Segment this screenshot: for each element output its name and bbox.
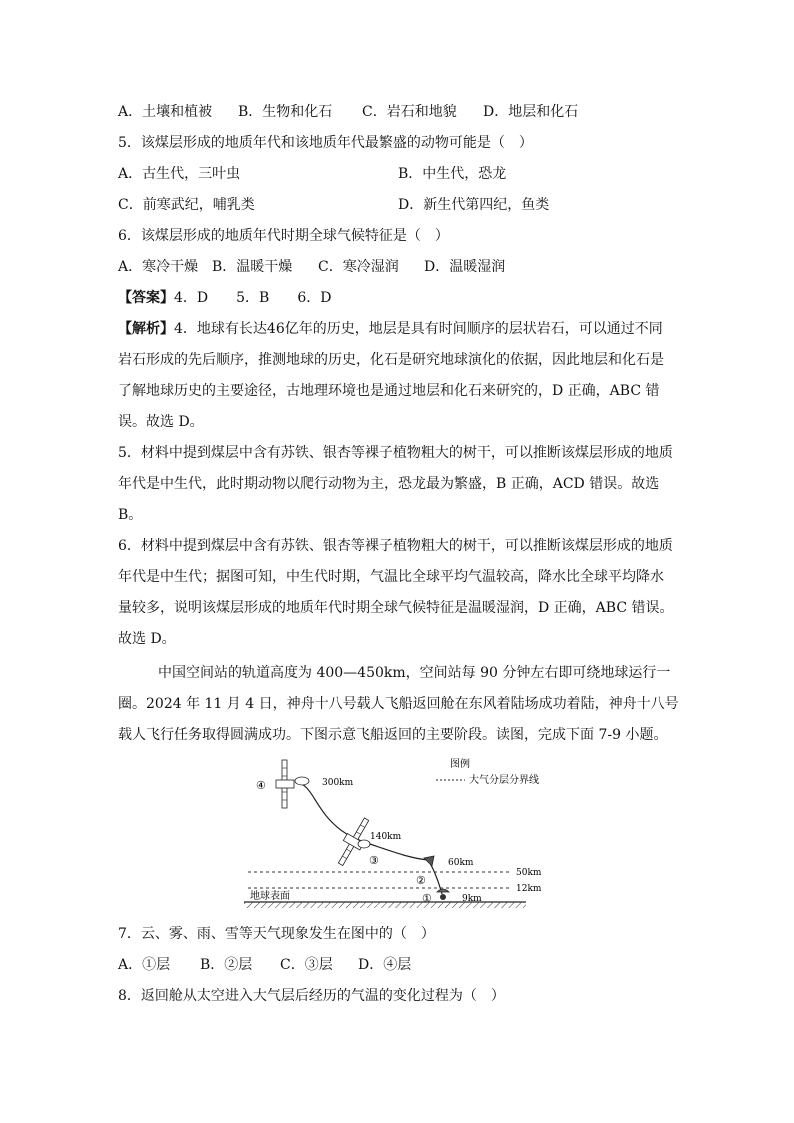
analysis-p6-3: 量较多，说明该煤层形成的地质年代时期全球气候特征是温暖湿润，D 正确，ABC 错误。	[118, 600, 674, 616]
q7-option-b: B．②层	[200, 957, 253, 973]
analysis-p5-2: 年代是中生代，此时期动物以爬行动物为主，恐龙最为繁盛，B 正确，ACD 错误。故选	[118, 476, 660, 492]
passage-line-2: 圈。2024 年 11 月 4 日，神舟十八号载人飞船返回舱在东风着陆场成功着陆，神舟十八号	[118, 696, 679, 712]
passage-line-3: 载人飞行任务取得圆满成功。下图示意飞船返回的主要阶段。读图，完成下面 7-9 小题。	[118, 727, 668, 743]
q6-option-b: B．温暖干燥	[212, 259, 293, 275]
q6-option-a: A．寒冷干燥	[118, 259, 199, 275]
analysis-p6-1: 6．材料中提到煤层中含有苏铁、银杏等裸子植物粗大的树干，可以推断该煤层形成的地质	[118, 538, 673, 554]
label-60km: 60km	[448, 858, 474, 868]
q5-option-b: B．中生代，恐龙	[398, 166, 507, 182]
answer-line	[118, 288, 331, 308]
q5-option-c: C．前寒武纪，哺乳类	[118, 197, 255, 213]
stage-3-label: ③	[369, 854, 379, 867]
q5-stem: 5．该煤层形成的地质年代和该地质年代最繁盛的动物可能是（ ）	[118, 135, 533, 151]
capsule-60km-icon	[424, 856, 434, 866]
answer-text: 4．D 5．B 6．D	[174, 290, 332, 306]
label-50km: 50km	[516, 868, 542, 878]
analysis-p4-1: 4．地球有长达46亿年的历史，地层是具有时间顺序的层状岩石，可以通过不同	[174, 321, 663, 337]
legend-item: 大气分层分界线	[469, 775, 539, 786]
earth-surface-hatch	[244, 902, 526, 908]
q4-option-b: B．生物和化石	[238, 104, 333, 120]
parachute-icon	[437, 889, 449, 892]
capsule-140km-icon	[358, 840, 370, 848]
earth-surface-label: 地球表面	[250, 891, 290, 902]
legend-title: 图例	[450, 759, 470, 770]
q6-option-d: D．温暖湿润	[424, 259, 506, 275]
q6-option-c: C．寒冷湿润	[318, 259, 399, 275]
trajectory-path	[296, 782, 428, 860]
label-9km: 9km	[462, 894, 482, 904]
analysis-line-1	[118, 319, 663, 339]
q8-stem: 8．返回舱从太空进入大气层后经历的气温的变化过程为（ ）	[118, 988, 505, 1004]
parachute-descent-path	[428, 860, 442, 894]
answer-label: 【答案】	[118, 290, 174, 306]
passage-line-1: 中国空间站的轨道高度为 400—450km，空间站每 90 分钟左右即可绕地球运行一	[158, 665, 671, 681]
analysis-p4-2: 岩石形成的先后顺序，推测地球的历史，化石是研究地球演化的依据，因此地层和化石是	[118, 352, 664, 368]
analysis-p5-1: 5．材料中提到煤层中含有苏铁、银杏等裸子植物粗大的树干，可以推断该煤层形成的地质	[118, 445, 673, 461]
analysis-p6-2: 年代是中生代；据图可知，中生代时期，气温比全球平均气温较高，降水比全球平均降水	[118, 569, 664, 585]
analysis-p6-4: 故选 D。	[118, 631, 176, 647]
q4-option-d: D．地层和化石	[483, 104, 579, 120]
spacecraft-300km-icon	[276, 760, 309, 808]
analysis-p4-4: 误。故选 D。	[118, 414, 204, 430]
reentry-diagram	[238, 754, 578, 914]
stage-2-label: ②	[416, 874, 426, 887]
q5-option-d: D．新生代第四纪，鱼类	[398, 197, 550, 213]
q7-stem: 7．云、雾、雨、雪等天气现象发生在图中的（ ）	[118, 926, 435, 942]
label-12km: 12km	[516, 884, 542, 894]
analysis-p5-3: B。	[118, 507, 143, 523]
capsule-landing-icon	[440, 894, 446, 900]
q4-option-a: A．土壤和植被	[118, 104, 213, 120]
q4-option-c: C．岩石和地貌	[362, 104, 457, 120]
q5-option-a: A．古生代，三叶虫	[118, 166, 241, 182]
q7-option-d: D．④层	[358, 957, 412, 973]
q7-option-a: A．①层	[118, 957, 171, 973]
q7-option-c: C．③层	[280, 957, 333, 973]
stage-4-label: ④	[256, 779, 266, 792]
label-300km: 300km	[322, 778, 354, 788]
analysis-label: 【解析】	[118, 321, 174, 337]
stage-1-label: ①	[422, 892, 432, 905]
q6-stem: 6．该煤层形成的地质年代时期全球气候特征是（ ）	[118, 228, 449, 244]
analysis-p4-3: 了解地球历史的主要途径，古地理环境也是通过地层和化石来研究的，D 正确，ABC 错	[118, 383, 660, 399]
label-140km: 140km	[370, 832, 402, 842]
